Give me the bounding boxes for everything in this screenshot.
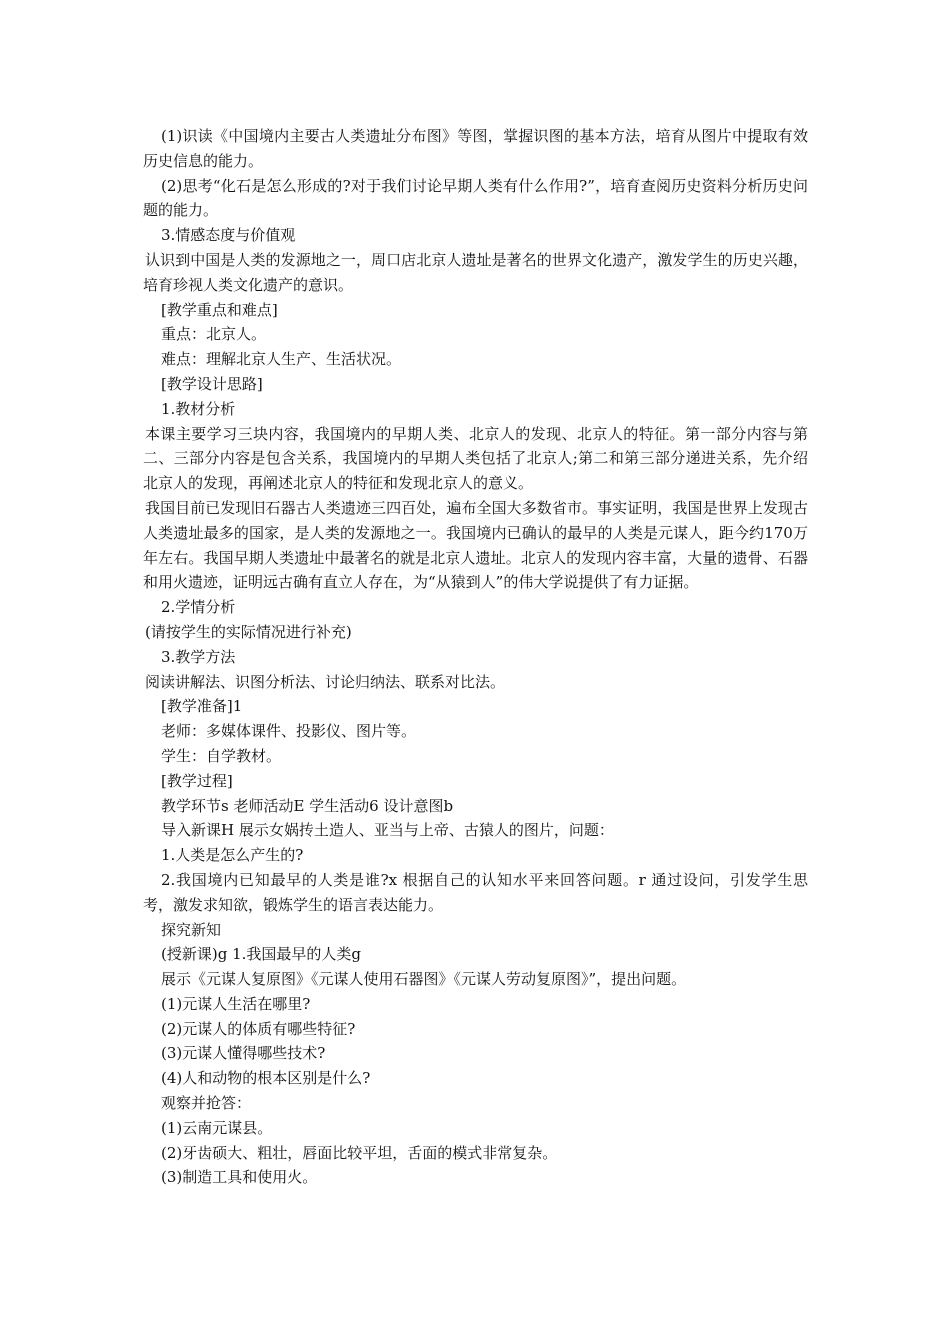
paragraph: (2)元谋人的体质有哪些特征?	[161, 1019, 356, 1038]
paragraph: 学生：自学教材。	[161, 746, 282, 765]
paragraph: (1)识读《中国境内主要古人类遗址分布图》等图，掌握识图的基本方法，培育从图片中提取有效历史信息的能力。	[143, 127, 808, 170]
section-heading: [教学设计思路]	[161, 374, 263, 393]
paragraph: (授新课)g 1.我国最早的人类g	[161, 945, 361, 964]
section-heading: [教学过程]	[161, 771, 233, 790]
paragraph: (1)元谋人生活在哪里?	[161, 994, 311, 1013]
paragraph: 阅读讲解法、识图分析法、讨论归纳法、联系对比法。	[145, 672, 506, 691]
paragraph: (2)思考“化石是怎么形成的?对于我们讨论早期人类有什么作用?”，培育查阅历史资料分析历史问题的能力。	[143, 176, 808, 220]
paragraph: 导入新课H 展示女娲抟土造人、亚当与上帝、古猿人的图片，问题：	[161, 821, 614, 840]
section-heading: [教学准备]1	[161, 697, 243, 716]
paragraph: (2)牙齿硕大、粗壮，唇面比较平坦，舌面的模式非常复杂。	[161, 1143, 558, 1162]
paragraph: (3)制造工具和使用火。	[161, 1168, 318, 1187]
paragraph: 展示《元谋人复原图》《元谋人使用石器图》《元谋人劳动复原图》”，提出问题。	[161, 970, 687, 989]
paragraph: 难点：理解北京人生产、生活状况。	[161, 350, 402, 369]
paragraph: 本课主要学习三块内容，我国境内的早期人类、北京人的发现、北京人的特征。第一部分内容与第二、三部分内容是包含关系，我国境内的早期人类包括了北京人;第二和第三部分递进关系，先介绍北京人的发现，再阐述北京人的特征和发现北京人的意义。	[143, 424, 808, 493]
paragraph: 探究新知	[161, 920, 222, 939]
paragraph: 2.我国境内已知最早的人类是谁?x 根据自己的认知水平来回答问题。r 通过设问，引发学生思考，激发求知欲，锻炼学生的语言表达能力。	[143, 870, 808, 914]
paragraph: (1)云南元谋县。	[161, 1118, 273, 1137]
section-heading: 1.教材分析	[161, 399, 236, 418]
paragraph: (4)人和动物的根本区别是什么?	[161, 1069, 371, 1088]
paragraph: (3)元谋人懂得哪些技术?	[161, 1044, 326, 1063]
section-heading: 3.情感态度与价值观	[161, 226, 296, 245]
paragraph: 教学环节s 老师活动E 学生活动6 设计意图b	[161, 796, 454, 815]
paragraph: 1.人类是怎么产生的?	[161, 846, 304, 865]
paragraph: 观察并抢答：	[161, 1094, 252, 1113]
document-body	[143, 124, 808, 1190]
section-heading: 3.教学方法	[161, 647, 236, 666]
paragraph: 认识到中国是人类的发源地之一，周口店北京人遗址是著名的世界文化遗产，激发学生的历史兴趣，培育珍视人类文化遗产的意识。	[143, 250, 808, 294]
paragraph: 我国目前已发现旧石器古人类遗迹三四百处，遍布全国大多数省市。事实证明，我国是世界上发现古人类遗址最多的国家，是人类的发源地之一。我国境内已确认的最早的人类是元谋人，距今约170万年左右。我国早期人类遗址中最著名的就是北京人遗址。北京人的发现内容丰富，大量的遗骨、石器和用火遗迹，证明远古确有直立人存在，为“从猿到人”的伟大学说提供了有力证据。	[143, 498, 808, 592]
section-heading: 2.学情分析	[161, 598, 236, 617]
section-heading: [教学重点和难点]	[161, 300, 278, 319]
paragraph: 重点：北京人。	[161, 325, 267, 344]
paragraph: 老师：多媒体课件、投影仪、图片等。	[161, 722, 417, 741]
paragraph: (请按学生的实际情况进行补充)	[145, 622, 352, 641]
